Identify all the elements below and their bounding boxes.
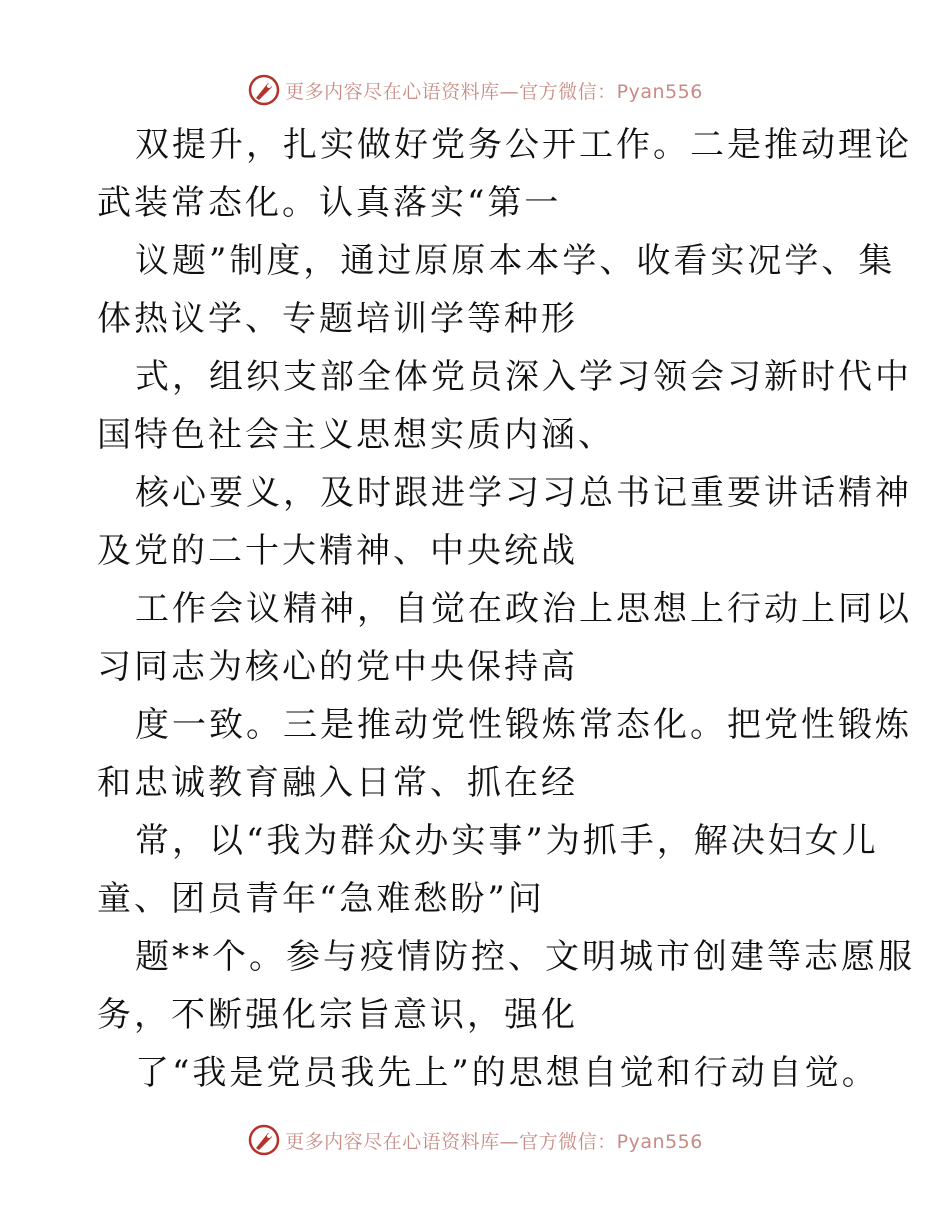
body-line: 工作会议精神，自觉在政治上思想上行动上同以 bbox=[135, 589, 912, 629]
header-watermark bbox=[0, 70, 950, 110]
document-body bbox=[97, 116, 915, 1102]
body-line: 双提升，扎实做好党务公开工作。二是推动理论 bbox=[135, 125, 912, 165]
watermark-text: 更多内容尽在心语资料库—官方微信：Pyan556 bbox=[285, 80, 703, 103]
body-line: 常，以“我为群众办实事”为抓手，解决妇女儿 bbox=[135, 821, 879, 861]
footer-watermark bbox=[0, 1120, 950, 1160]
body-line: 武装常态化。认真落实“第一 bbox=[97, 183, 562, 223]
body-line: 度一致。三是推动党性锻炼常态化。把党性锻炼 bbox=[135, 705, 912, 745]
body-line: 式，组织支部全体党员深入学习领会习新时代中 bbox=[135, 357, 912, 397]
body-line: 习同志为核心的党中央保持高 bbox=[97, 647, 578, 687]
body-line: 国特色社会主义思想实质内涵、 bbox=[97, 415, 615, 455]
body-line: 务，不断强化宗旨意识，强化 bbox=[97, 995, 578, 1035]
body-line: 及党的二十大精神、中央统战 bbox=[97, 531, 578, 571]
body-line: 和忠诚教育融入日常、抓在经 bbox=[97, 763, 578, 803]
body-line: 了“我是党员我先上”的思想自觉和行动自觉。 bbox=[135, 1053, 879, 1093]
body-line: 童、团员青年“急难愁盼”问 bbox=[97, 879, 545, 919]
body-line: 体热议学、专题培训学等种形 bbox=[97, 299, 578, 339]
pen-nib-logo-icon bbox=[247, 73, 281, 107]
body-line: 核心要义，及时跟进学习习总书记重要讲话精神 bbox=[135, 473, 912, 513]
pen-nib-logo-icon bbox=[247, 1123, 281, 1157]
body-line: 议题”制度，通过原原本本学、收看实况学、集 bbox=[135, 241, 896, 281]
watermark-text: 更多内容尽在心语资料库—官方微信：Pyan556 bbox=[285, 1130, 703, 1153]
body-line: 题**个。参与疫情防控、文明城市创建等志愿服 bbox=[135, 937, 915, 977]
